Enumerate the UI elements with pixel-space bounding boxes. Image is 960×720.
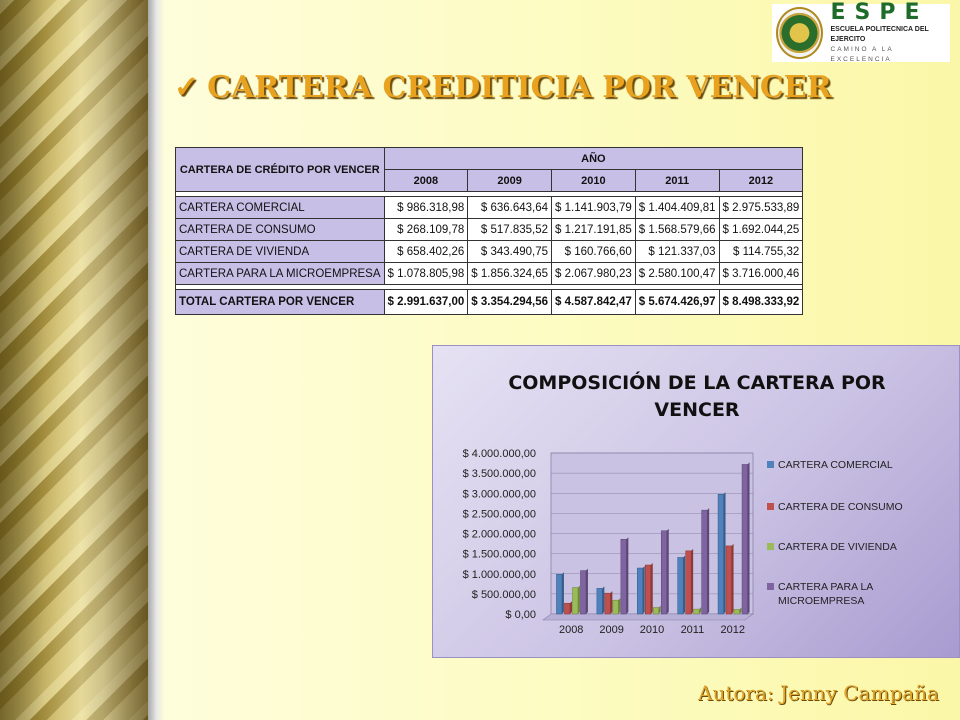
y-tick-label: $ 1.500.000,00 (462, 548, 536, 561)
table-row (176, 197, 803, 219)
total-cell: $ 3.354.294,56 (468, 290, 552, 315)
year-header: 2009 (468, 170, 552, 192)
legend-label: CARTERA COMERCIAL (778, 459, 893, 471)
x-tick-label: 2009 (599, 624, 624, 636)
bar-side (667, 529, 669, 614)
bar (726, 546, 732, 614)
row-label: CARTERA PARA LA MICROEMPRESA (176, 263, 385, 285)
legend-swatch (767, 583, 774, 590)
table-cell: $ 160.766,60 (552, 241, 636, 263)
bar-side (707, 508, 709, 614)
y-tick-label: $ 4.000.000,00 (462, 448, 536, 460)
bar-side (602, 586, 604, 614)
chart-title: VENCER (654, 399, 740, 421)
table-cell: $ 2.975.533,89 (719, 197, 803, 219)
slide-title (174, 70, 832, 105)
bar-side (683, 555, 685, 614)
row-label: CARTERA COMERCIAL (176, 197, 385, 219)
table-cell: $ 2.067.980,23 (552, 263, 636, 285)
bar (734, 609, 740, 614)
bar (661, 531, 667, 614)
year-header: 2012 (719, 170, 803, 192)
x-tick-label: 2010 (639, 624, 665, 636)
bar-side (643, 566, 645, 614)
legend-label: CARTERA PARA LA (778, 581, 874, 593)
bar-side (748, 462, 750, 614)
portfolio-chart (432, 345, 960, 658)
table-cell: $ 1.078.805,98 (384, 263, 468, 285)
legend-swatch (767, 503, 774, 510)
total-cell: $ 4.587.842,47 (552, 290, 636, 315)
year-header: 2008 (384, 170, 468, 192)
legend-label: CARTERA DE CONSUMO (778, 501, 903, 513)
y-tick-label: $ 500.000,00 (471, 588, 536, 601)
logo-motto: CAMINO A LA EXCELENCIA (830, 46, 894, 63)
bar-side (626, 537, 628, 614)
bar-side (578, 585, 580, 614)
chart-svg (433, 346, 960, 659)
x-tick-label: 2008 (558, 624, 584, 636)
table-cell: $ 1.404.409,81 (635, 197, 719, 219)
bar (597, 588, 603, 614)
bar (653, 608, 659, 614)
bar (694, 609, 700, 614)
bar (556, 574, 562, 614)
x-tick-label: 2011 (680, 624, 705, 636)
bar-side (618, 598, 620, 614)
bar (742, 464, 748, 614)
bar-side (724, 492, 726, 614)
bar (686, 551, 692, 614)
x-tick-label: 2012 (720, 624, 746, 636)
decorative-side-edge (148, 0, 164, 720)
table-row (176, 219, 803, 241)
bar-side (651, 563, 653, 614)
table-cell: $ 1.692.044,25 (719, 219, 803, 241)
total-cell: $ 8.498.333,92 (719, 290, 803, 315)
bar (613, 600, 619, 614)
table-cell: $ 268.109,78 (384, 219, 468, 241)
logo-name: ESPE (830, 0, 929, 25)
y-tick-label: $ 3.500.000,00 (462, 468, 536, 481)
bar-side (610, 591, 612, 614)
espe-seal-icon (776, 7, 823, 59)
table-cell: $ 121.337,03 (635, 241, 719, 263)
year-header: 2010 (552, 170, 636, 192)
row-label: CARTERA DE VIVIENDA (176, 241, 385, 263)
table-cell: $ 1.568.579,66 (635, 219, 719, 241)
espe-logo (772, 0, 950, 63)
y-tick-label: $ 0,00 (505, 609, 536, 621)
bar-side (562, 572, 564, 614)
y-tick-label: $ 1.000.000,00 (462, 568, 536, 581)
plot-floor (543, 614, 753, 620)
decorative-side-bar (0, 0, 148, 720)
bar (580, 571, 586, 614)
row-label: CARTERA DE CONSUMO (176, 219, 385, 241)
bar-side (732, 544, 734, 614)
table-cell: $ 658.402,26 (384, 241, 468, 263)
bar-side (691, 549, 693, 614)
bar (718, 494, 724, 614)
chart-title: COMPOSICIÓN DE LA CARTERA POR (508, 372, 886, 394)
bar (645, 565, 651, 614)
table-cell: $ 114.755,32 (719, 241, 803, 263)
bar (637, 568, 643, 614)
total-cell: $ 2.991.637,00 (384, 290, 468, 315)
table-corner-header: CARTERA DE CRÉDITO POR VENCER (176, 148, 385, 192)
legend-label: MICROEMPRESA (778, 595, 865, 607)
author-credit: Autora: Jenny Campaña (698, 681, 939, 705)
legend-swatch (767, 543, 774, 550)
slide-title-text: CARTERA CREDITICIA POR VENCER (207, 70, 832, 105)
portfolio-table (175, 147, 803, 315)
bar (678, 557, 684, 614)
table-cell: $ 1.856.324,65 (468, 263, 552, 285)
bar (621, 539, 627, 614)
table-cell: $ 636.643,64 (468, 197, 552, 219)
legend-label: CARTERA DE VIVIENDA (778, 541, 897, 553)
table-row (176, 241, 803, 263)
table-group-header: AÑO (384, 148, 803, 170)
table-cell: $ 3.716.000,46 (719, 263, 803, 285)
table-cell: $ 2.580.100,47 (635, 263, 719, 285)
bar (702, 510, 708, 614)
legend-swatch (767, 461, 774, 468)
table-row (176, 263, 803, 285)
bar (572, 587, 578, 614)
table-cell: $ 343.490,75 (468, 241, 552, 263)
table-cell: $ 517.835,52 (468, 219, 552, 241)
y-tick-label: $ 3.000.000,00 (462, 488, 536, 501)
bar (564, 603, 570, 614)
bar-side (570, 601, 572, 614)
y-tick-label: $ 2.500.000,00 (462, 508, 536, 521)
checkmark-icon: ✓ (174, 70, 200, 105)
table-cell: $ 986.318,98 (384, 197, 468, 219)
y-tick-label: $ 2.000.000,00 (462, 528, 536, 541)
total-cell: $ 5.674.426,97 (635, 290, 719, 315)
table-cell: $ 1.217.191,85 (552, 219, 636, 241)
bar-side (586, 569, 588, 614)
table-cell: $ 1.141.903,79 (552, 197, 636, 219)
table-total-row (176, 290, 803, 315)
logo-subtitle: ESCUELA POLITECNICA DEL EJERCITO (830, 26, 929, 43)
year-header: 2011 (635, 170, 719, 192)
bar (605, 593, 611, 614)
total-label: TOTAL CARTERA POR VENCER (176, 290, 385, 315)
